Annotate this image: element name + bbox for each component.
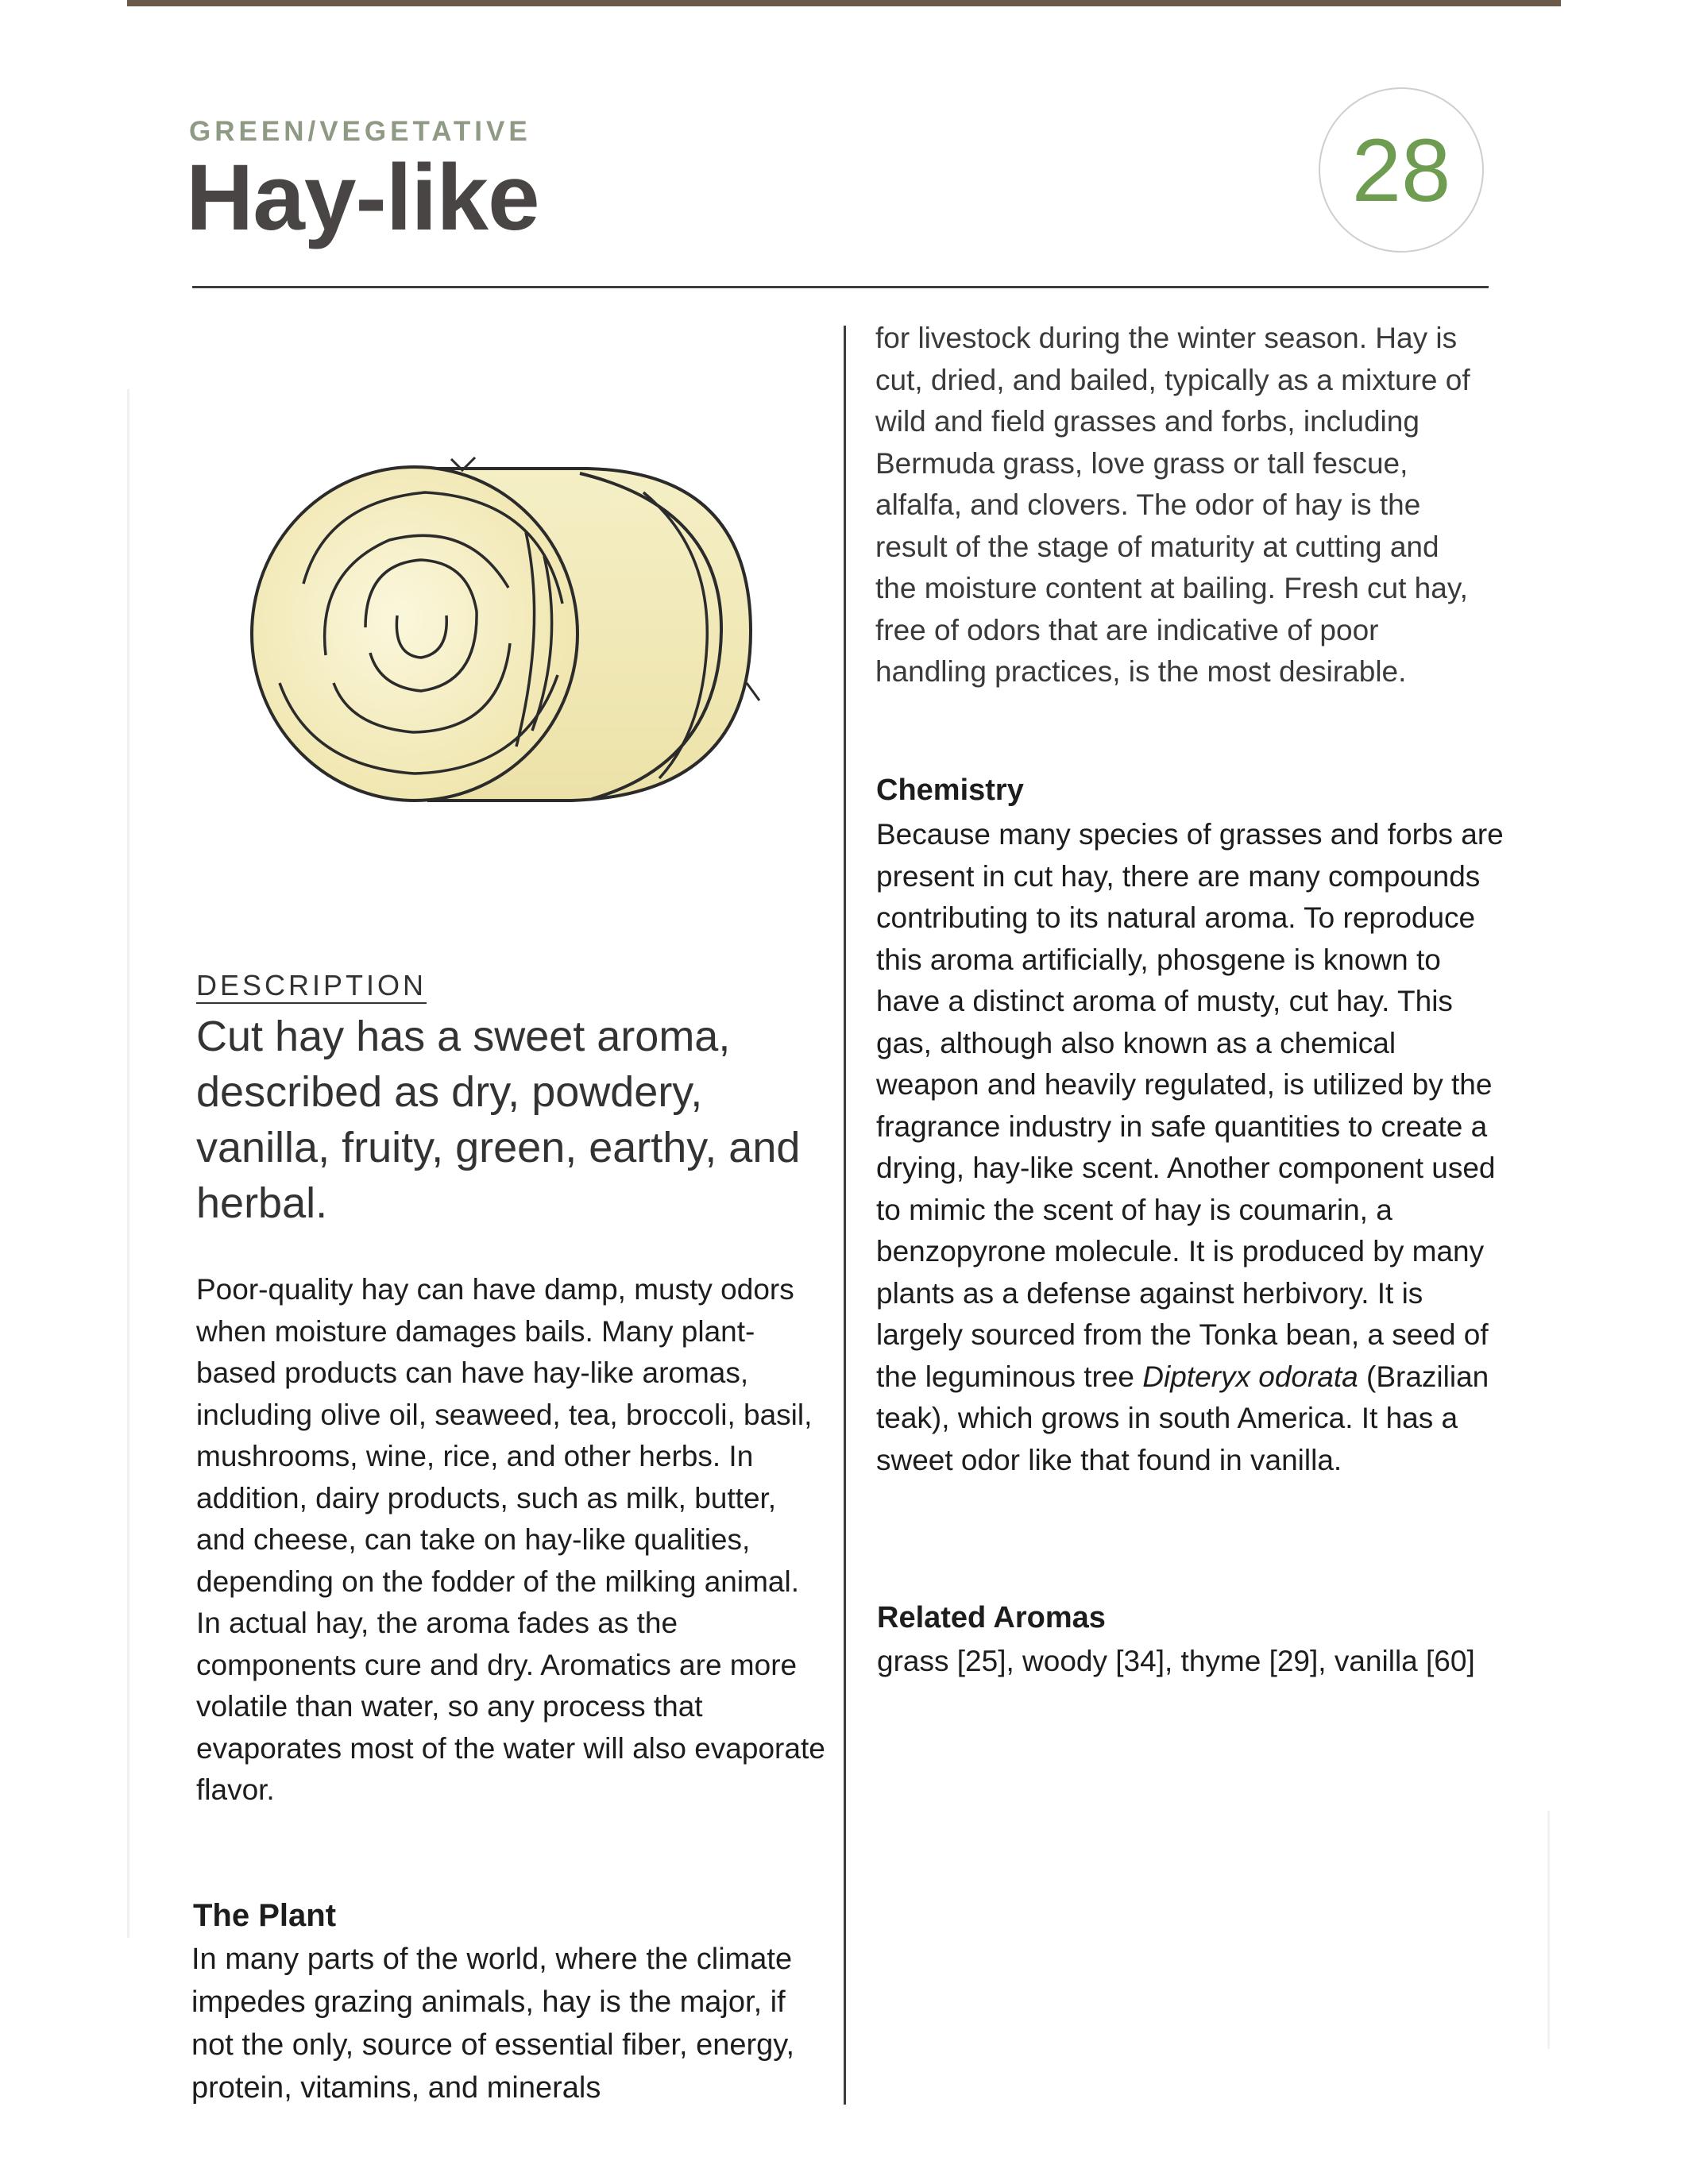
plant-paragraph-continued: for livestock during the winter season. Hay is cut, dried, and bailed, typically as a mixture of wild and field grasses and forbs, including Bermuda grass, love grass or tall fescue, alfalfa, and clovers. The odor of hay is the result of the stage of maturity at cutting and the moisture content at bailing. Fresh cut hay, free of odors that are indicative of poor handling practices, is the most desirable. (875, 322, 1470, 688)
chemistry-species-name: Dipteryx odorata (1142, 1360, 1358, 1393)
chemistry-text-part1: Because many species of grasses and forbs are present in cut hay, there are many compounds contributing to its natural aroma. To reproduce this aroma artificially, phosgene is known to have a distinct aroma of musty, cut hay. This gas, although also known as a chemical weapon and heavily regulated, is utilized by the fragrance industry in safe quantities to create a drying, hay-like scent. Another component used to mimic the scent of hay is coumarin, a benzopyrone molecule. It is produced by many plants as a defense against herbivory. It is largely sourced from the Tonka bean, a seed of the leguminous tree (876, 818, 1504, 1393)
related-aromas-heading: Related Aromas (877, 1601, 1106, 1634)
page-title: Hay-like (186, 145, 539, 250)
page-top-edge (127, 0, 1561, 6)
chemistry-text-part2: (Brazilian teak), which grows in south America. It has a sweet odor like that found in vanilla. (876, 1360, 1489, 1476)
plant-heading: The Plant (193, 1898, 337, 1933)
description-lead: Cut hay has a sweet aroma, described as dry, powdery, vanilla, fruity, green, earthy, and herbal. (196, 1013, 801, 1227)
page-number-badge (1319, 87, 1484, 253)
scan-shadow-left (127, 389, 129, 1938)
chemistry-heading: Chemistry (876, 774, 1024, 807)
related-aromas-list: grass [25], woody [34], thyme [29], vanilla [60] (877, 1645, 1475, 1677)
twine-tick (747, 683, 759, 700)
bale-end-face (252, 467, 577, 801)
plant-paragraph: In many parts of the world, where the climate impedes grazing animals, hay is the major, if not the only, source of essential fiber, energy, protein, vitamins, and minerals (191, 1943, 795, 2105)
header-rule (192, 286, 1489, 288)
column-divider (844, 326, 846, 2105)
description-label: DESCRIPTION (196, 970, 427, 1004)
page-number: 28 (1351, 120, 1451, 220)
category-label: GREEN/VEGETATIVE (189, 116, 531, 147)
scan-shadow-right (1547, 1811, 1550, 2049)
hay-bale-icon (230, 445, 771, 818)
description-paragraph: Poor-quality hay can have damp, musty odors when moisture damages bails. Many plant-based products can have hay-like aromas, including olive oil, seaweed, tea, broccoli, basil, mushrooms, wine, rice, and other herbs. In addition, dairy products, such as milk, butter, and cheese, can take on hay-like qualities, depending on the fodder of the milking animal. In actual hay, the aroma fades as the components cure and dry. Aromatics are more volatile than water, so any process that evaporates most of the water will also evaporate flavor. (196, 1273, 825, 1806)
chemistry-paragraph (876, 814, 1504, 1481)
